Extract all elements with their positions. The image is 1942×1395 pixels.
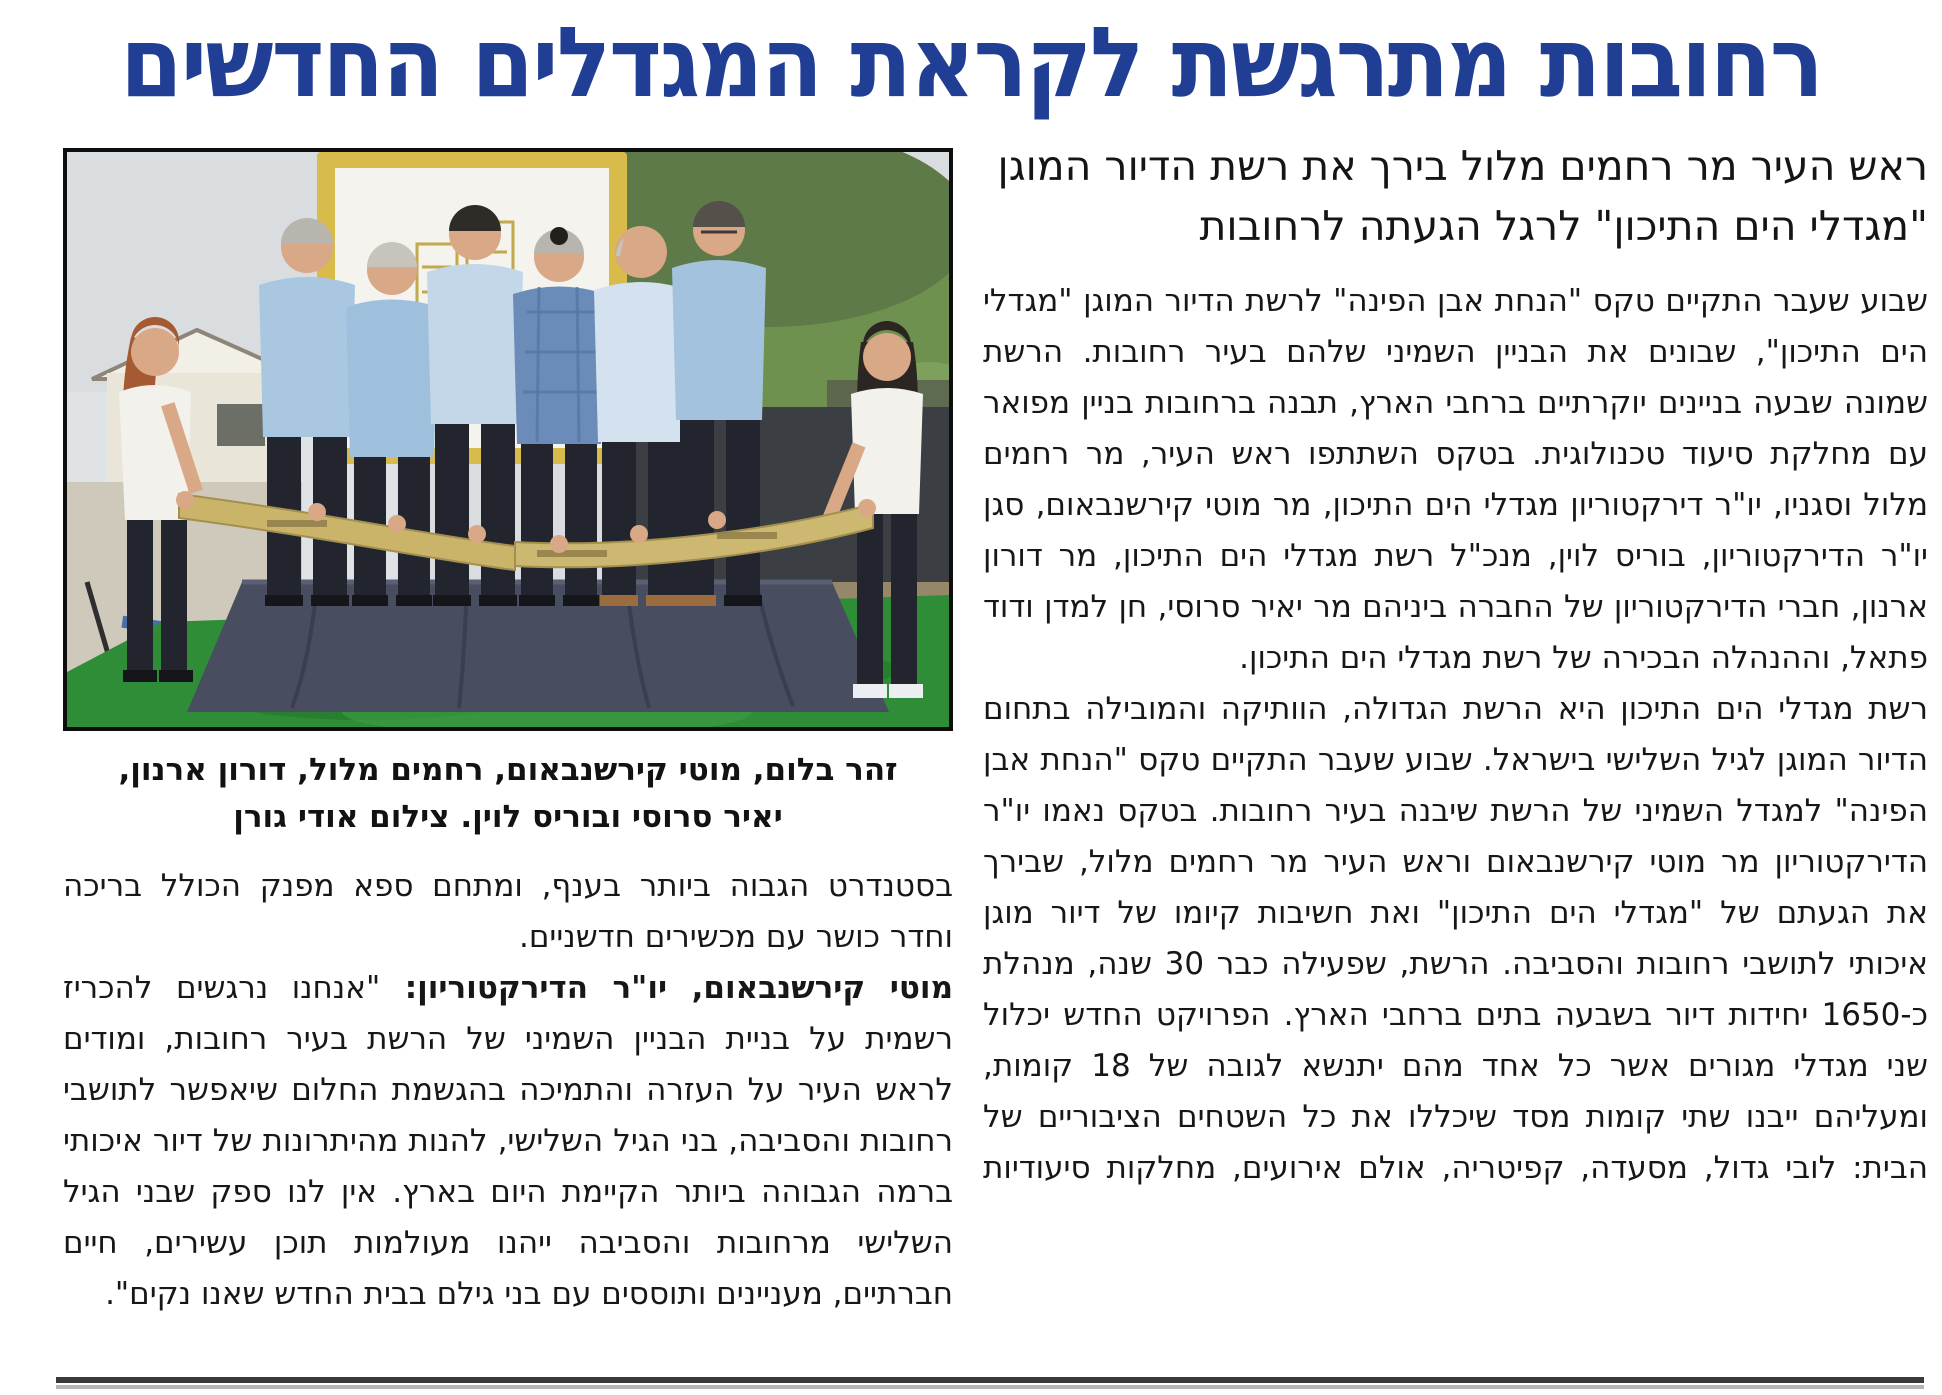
paragraph-quote [63, 963, 953, 1320]
paragraph: רשת מגדלי הים התיכון היא הרשת הגדולה, הוותיקה והמובילה בתחום הדיור המוגן לגיל השלישי בישראל. שבוע שעבר התקיים טקס "הנחת אבן הפינה" למגדל השמיני של הרשת שיבנה בעיר רחובות. בטקס נאמו יו"ר הדירקטוריון מר מוטי קירשנבאום וראש העיר מר רחמים מלול, שבירך את הגעתם של "מגדלי הים התיכון" ואת חשיבות קיומו של דיור מוגן איכותי לתושבי רחובות והסביבה. הרשת, שפעילה כבר 30 שנה, מנהלת כ-1650 יחידות דיור בשבעה בתים ברחבי הארץ. הפרויקט החדש יכלול שני מגדלי מגורים אשר כל אחד מהם יתנשא לגובה של 18 קומות, ומעליהם ייבנו שתי קומות מסד שיכללו את כל השטחים הציבוריים של הבית: לובי גדול, מסעדה, קפיטריה, אולם אירועים, מחלקות סיעודיות [983, 691, 1928, 1187]
ceremony-photo-illustration [67, 152, 949, 727]
article-subtitle: ראש העיר מר רחמים מלול בירך את רשת הדיור המוגן "מגדלי הים התיכון" לרגל הגעתה לרחובות [997, 141, 1928, 251]
quote-attribution: מוטי קירשנבאום, יו"ר הדירקטוריון: [380, 970, 954, 1007]
bottom-rule [56, 1377, 1924, 1389]
ceremony-photo [63, 148, 953, 731]
main-text-column [983, 130, 1928, 1195]
photo-caption: זהר בלום, מוטי קירשנבאום, רחמים מלול, דורון ארנון, יאיר סרוסי ובוריס לוין. צילום אודי גורן [118, 751, 898, 835]
bottom-rule-light [56, 1385, 1924, 1389]
article-body-main [983, 276, 1928, 1194]
paragraph: שבוע שעבר התקיים טקס "הנחת אבן הפינה" לרשת הדיור המוגן "מגדלי הים התיכון", שבונים את הבניין השמיני שלהם בעיר רחובות. הרשת שמונה שבעה בניינים יוקרתיים ברחבי הארץ, תבנה ברחובות בניין מפואר עם מחלקת סיעוד טכנולוגית. בטקס השתתפו ראש העיר, מר רחמים מלול וסגניו, יו"ר דירקטוריון מגדלי הים התיכון, מר מוטי קירשנבאום, סגן יו"ר הדירקטוריון, בוריס לוין, מנכ"ל רשת מגדלי הים התיכון, מר דורון ארנון, חברי הדירקטוריון של החברה ביניהם מר יאיר סרוסי, חן למדן ודוד פתאל, וההנהלה הבכירה של רשת מגדלי הים התיכון. [983, 283, 1928, 677]
article-columns [0, 106, 1942, 1320]
article-body-continuation [63, 861, 953, 1320]
quote-text: "אנחנו נרגשים להכריז רשמית על בניית הבניין השמיני של הרשת בעיר רחובות, ומודים לראש העיר על העזרה והתמיכה בהגשמת החלום שיאפשר לתושבי רחובות והסביבה, בני הגיל השלישי, להנות מהיתרונות של דיור איכותי ברמה הגבוהה ביותר הקיימת היום בארץ. אין לנו ספק שבני הגיל השלישי מרחובות והסביבה ייהנו מעולמות תוכן עשירים, חיים חברתיים, מעניינים ותוססים עם בני גילם בבית החדש שאנו נקים". [63, 970, 953, 1313]
page-title: רחובות מתרגשת לקראת המגדלים החדשים [120, 6, 1822, 120]
photo-column [63, 130, 953, 1320]
paragraph: בסטנדרט הגבוה ביותר בענף, ומתחם ספא מפנק הכולל בריכה וחדר כושר עם מכשירים חדשניים. [63, 868, 953, 956]
bottom-rule-dark [56, 1377, 1924, 1383]
